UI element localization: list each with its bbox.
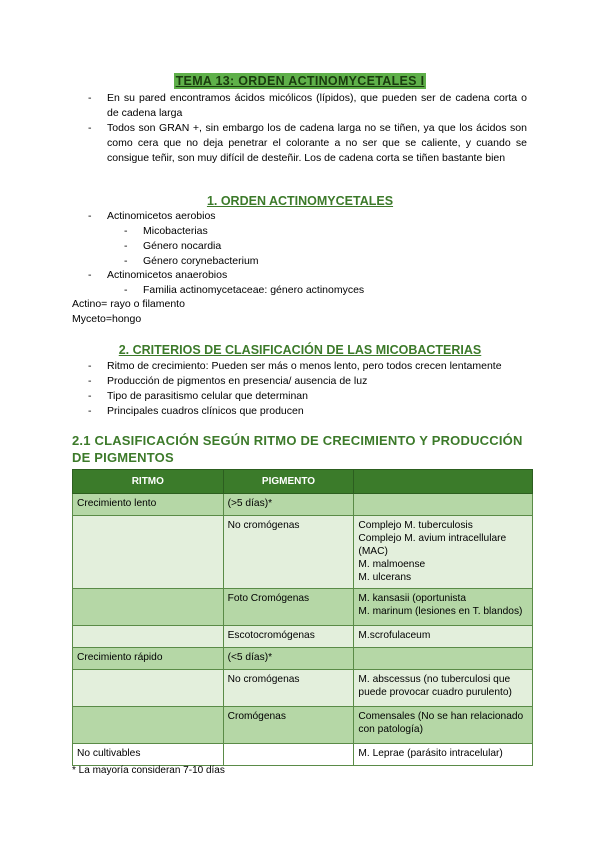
table-cell — [73, 589, 224, 626]
table-row — [73, 516, 533, 589]
aerobios-sublist — [143, 224, 523, 269]
table-cell — [354, 648, 533, 670]
table-cell: Cromógenas — [223, 707, 354, 744]
list-item: - Todos son GRAN +, sin embargo los de cadena larga no se tiñen, ya que los ácidos son como cera que no deja penetrar el colorante a no ser que se caliente, y cuando se consigue teñir, son muy difícil de desteñir. Los de cadena corta se tiñen bastante bien — [107, 121, 527, 166]
table-cell — [73, 670, 224, 707]
table-cell: Escotocromógenas — [223, 626, 354, 648]
table-cell: No cultivables — [73, 744, 224, 766]
section2-heading: 2. CRITERIOS DE CLASIFICACIÓN DE LAS MICOBACTERIAS — [118, 343, 482, 357]
list-item: - En su pared encontramos ácidos micólicos (lípidos), que pueden ser de cadena corta o de cadena larga — [107, 91, 527, 121]
list-item: - Actinomicetos aerobios — [107, 209, 507, 224]
table-cell: Crecimiento lento — [73, 494, 224, 516]
document-title — [0, 72, 600, 90]
table-cell — [354, 494, 533, 516]
table-cell: Crecimiento rápido — [73, 648, 224, 670]
classification-table — [72, 469, 533, 766]
table-row — [73, 626, 533, 648]
section21-heading: 2.1 CLASIFICACIÓN SEGÚN RITMO DE CRECIMIENTO Y PRODUCCIÓN DE PIGMENTOS — [72, 433, 523, 465]
list-item: - Ritmo de crecimiento: Pueden ser más o menos lento, pero todos crecen lentamente — [107, 359, 547, 374]
anaerobios-sublist — [143, 283, 523, 298]
section1-list-b — [107, 268, 507, 283]
list-item: - Principales cuadros clínicos que producen — [107, 404, 547, 419]
list-item: - Género nocardia — [143, 239, 523, 254]
table-footnote: * La mayoría consideran 7-10 días — [72, 765, 225, 776]
table-cell: Foto Cromógenas — [223, 589, 354, 626]
table-header-ritmo: RITMO — [73, 470, 224, 494]
table-header-row — [73, 470, 533, 494]
table-cell: M. abscessus (no tuberculosi que puede provocar cuadro purulento) — [354, 670, 533, 707]
section1-heading: 1. ORDEN ACTINOMYCETALES — [206, 194, 394, 208]
table-cell — [73, 516, 224, 589]
table-cell: Complejo M. tuberculosis Complejo M. avium intracellulare (MAC) M. malmoense M. ulcerans — [354, 516, 533, 589]
section1-list — [107, 209, 507, 224]
table-cell — [73, 626, 224, 648]
table-cell: M.scrofulaceum — [354, 626, 533, 648]
document-title-text: TEMA 13: ORDEN ACTINOMYCETALES I — [175, 74, 425, 88]
table-header-especies — [354, 470, 533, 494]
table-cell — [223, 744, 354, 766]
table-cell: (>5 días)* — [223, 494, 354, 516]
table-cell: Comensales (No se han relacionado con patología) — [354, 707, 533, 744]
list-item: - Familia actinomycetaceae: género actinomyces — [143, 283, 523, 298]
table-header-pigmento: PIGMENTO — [223, 470, 354, 494]
table-cell: (<5 días)* — [223, 648, 354, 670]
table-row — [73, 648, 533, 670]
table-row — [73, 670, 533, 707]
table-row — [73, 744, 533, 766]
table-row — [73, 589, 533, 626]
note-actino: Actino= rayo o filamento — [72, 298, 185, 310]
list-item: - Género corynebacterium — [143, 254, 523, 269]
table-row — [73, 707, 533, 744]
table-cell: M. kansasii (oportunista M. marinum (lesiones en T. blandos) — [354, 589, 533, 626]
table-cell: M. Leprae (parásito intracelular) — [354, 744, 533, 766]
intro-list — [107, 91, 527, 166]
list-item: - Micobacterias — [143, 224, 523, 239]
table-cell: No cromógenas — [223, 670, 354, 707]
section2-list — [107, 359, 547, 419]
table-row — [73, 494, 533, 516]
note-myceto: Myceto=hongo — [72, 313, 142, 325]
list-item: - Tipo de parasitismo celular que determinan — [107, 389, 547, 404]
table-cell — [73, 707, 224, 744]
table-cell: No cromógenas — [223, 516, 354, 589]
list-item: - Actinomicetos anaerobios — [107, 268, 507, 283]
list-item: - Producción de pigmentos en presencia/ ausencia de luz — [107, 374, 547, 389]
